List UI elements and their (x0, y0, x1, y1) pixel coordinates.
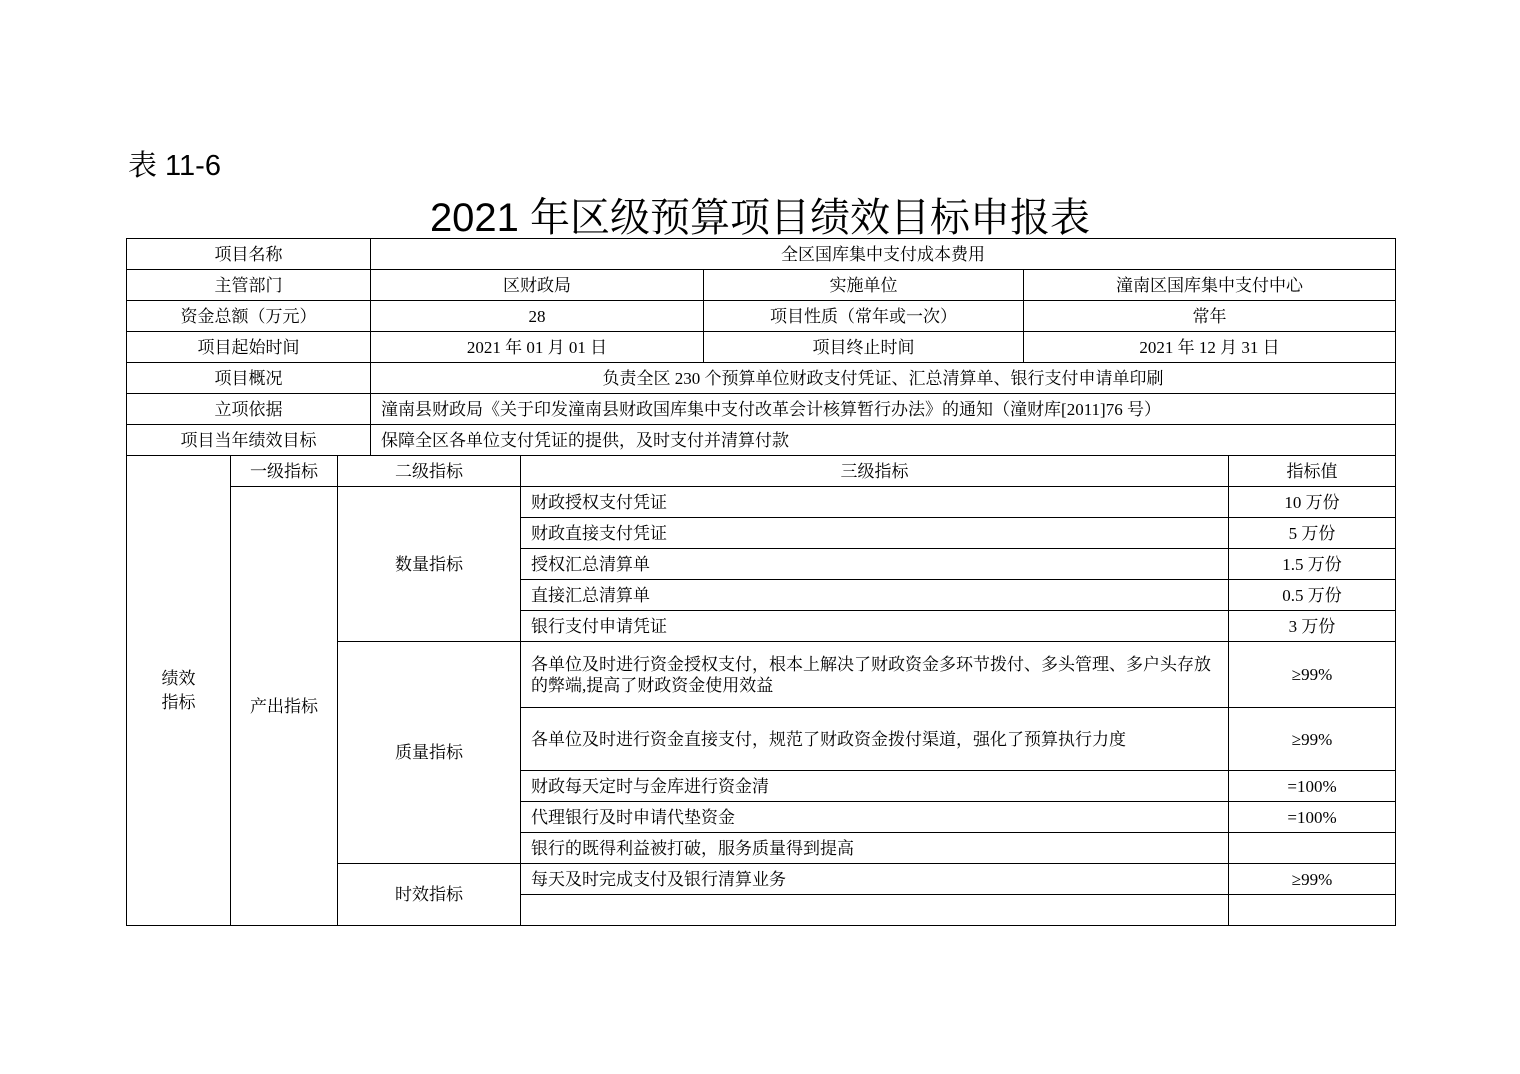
header-level1: 一级指标 (231, 456, 338, 487)
timeliness-item-value: ≥99% (1229, 864, 1396, 895)
basis-value: 潼南县财政局《关于印发潼南县财政国库集中支付改革会计核算暂行办法》的通知（潼财库[2011]76 号） (371, 394, 1396, 425)
quantity-item-value: 5 万份 (1229, 518, 1396, 549)
project-name-label: 项目名称 (127, 239, 371, 270)
total-funds-value: 28 (371, 301, 704, 332)
quality-label: 质量指标 (338, 642, 521, 864)
end-time-value: 2021 年 12 月 31 日 (1024, 332, 1396, 363)
performance-indicators-label: 绩效指标 (127, 456, 231, 926)
quality-item-value: ≥99% (1229, 708, 1396, 771)
overview-label: 项目概况 (127, 363, 371, 394)
quality-item-value: ≥99% (1229, 642, 1396, 708)
department-label: 主管部门 (127, 270, 371, 301)
header-value: 指标值 (1229, 456, 1396, 487)
row-period (127, 332, 1396, 363)
department-value: 区财政局 (371, 270, 704, 301)
timeliness-item-name: 每天及时完成支付及银行清算业务 (521, 864, 1229, 895)
row-indicator-headers (127, 456, 1396, 487)
row-project-name (127, 239, 1396, 270)
row-goal (127, 425, 1396, 456)
quantity-item-name: 财政授权支付凭证 (521, 487, 1229, 518)
timeliness-label: 时效指标 (338, 864, 521, 926)
quality-item-name: 银行的既得利益被打破，服务质量得到提高 (521, 833, 1229, 864)
row-basis (127, 394, 1396, 425)
end-time-label: 项目终止时间 (704, 332, 1024, 363)
implementing-unit-value: 潼南区国库集中支付中心 (1024, 270, 1396, 301)
performance-report-table (126, 238, 1396, 926)
quantity-item-name: 银行支付申请凭证 (521, 611, 1229, 642)
quantity-label: 数量指标 (338, 487, 521, 642)
goal-value: 保障全区各单位支付凭证的提供，及时支付并清算付款 (371, 425, 1396, 456)
overview-value: 负责全区 230 个预算单位财政支付凭证、汇总清算单、银行支付申请单印刷 (371, 363, 1396, 394)
header-level3: 三级指标 (521, 456, 1229, 487)
row-department (127, 270, 1396, 301)
quality-item-name: 各单位及时进行资金直接支付，规范了财政资金拨付渠道，强化了预算执行力度 (521, 708, 1229, 771)
row-overview (127, 363, 1396, 394)
table-row (127, 487, 1396, 518)
page-title: 2021 年区级预算项目绩效目标申报表 (429, 196, 1091, 240)
quantity-item-value: 3 万份 (1229, 611, 1396, 642)
timeliness-item-value (1229, 895, 1396, 926)
quantity-item-name: 直接汇总清算单 (521, 580, 1229, 611)
table-number: 表 11-6 (128, 150, 221, 182)
quality-item-value (1229, 833, 1396, 864)
quantity-item-name: 授权汇总清算单 (521, 549, 1229, 580)
level1-output-label: 产出指标 (231, 487, 338, 926)
goal-label: 项目当年绩效目标 (127, 425, 371, 456)
timeliness-item-name (521, 895, 1229, 926)
quantity-item-value: 0.5 万份 (1229, 580, 1396, 611)
quantity-item-value: 1.5 万份 (1229, 549, 1396, 580)
project-name-value: 全区国库集中支付成本费用 (371, 239, 1396, 270)
quality-item-name: 代理银行及时申请代垫资金 (521, 802, 1229, 833)
quality-item-name: 各单位及时进行资金授权支付，根本上解决了财政资金多环节拨付、多头管理、多户头存放的弊端,提高了财政资金使用效益 (521, 642, 1229, 708)
header-level2: 二级指标 (338, 456, 521, 487)
start-time-label: 项目起始时间 (127, 332, 371, 363)
project-nature-label: 项目性质（常年或一次） (704, 301, 1024, 332)
quality-item-value: =100% (1229, 771, 1396, 802)
basis-label: 立项依据 (127, 394, 371, 425)
quality-item-value: =100% (1229, 802, 1396, 833)
start-time-value: 2021 年 01 月 01 日 (371, 332, 704, 363)
quantity-item-name: 财政直接支付凭证 (521, 518, 1229, 549)
row-funds (127, 301, 1396, 332)
quantity-item-value: 10 万份 (1229, 487, 1396, 518)
total-funds-label: 资金总额（万元） (127, 301, 371, 332)
quality-item-name: 财政每天定时与金库进行资金清 (521, 771, 1229, 802)
implementing-unit-label: 实施单位 (704, 270, 1024, 301)
project-nature-value: 常年 (1024, 301, 1396, 332)
